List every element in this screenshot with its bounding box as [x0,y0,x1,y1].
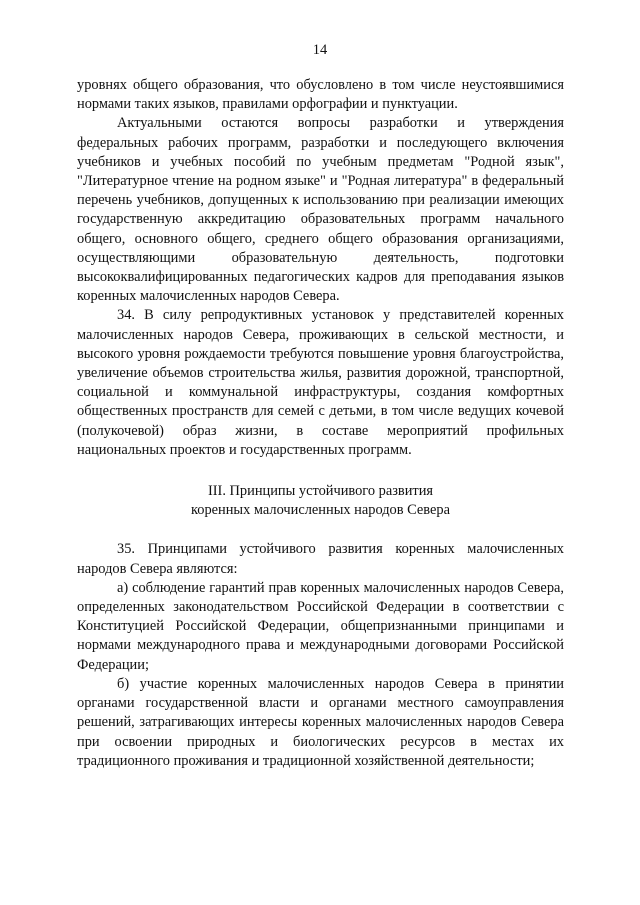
section-heading-line-2: коренных малочисленных народов Севера [190,502,450,519]
paragraph-subitem-a: а) соблюдение гарантий прав коренных малочисленных народов Севера, определенных законодательством Российской Федерации в соответствии с Конституцией Российской Федерации, общепризнанными принципами и нормами международного права и международными договорами Российской Федерации; [77,579,564,673]
section-heading-line-1: III. Принципы устойчивого развития [207,483,434,500]
document-body [77,76,564,771]
paragraph-item-34: 34. В силу репродуктивных установок у представителей коренных малочисленных народов Севера, проживающих в сельской местности, и высокого уровня рождаемости требуются повышение уровня благоустройства, увеличение объемов строительства жилья, развития дорожной, транспортной, социальной и коммунальной инфраструктуры, создания комфортных общественных пространств для семей с детьми, в том числе ведущих кочевой (полукочевой) образ жизни, в составе мероприятий профильных национальных проектов и государственных программ. [77,307,564,458]
page-number: 14 [312,42,328,58]
section-heading [77,482,564,520]
paragraph-continuation: уровнях общего образования, что обусловлено в том числе неустоявшимися нормами таких языков, правилами орфографии и пунктуации. [77,77,564,113]
paragraph-federal-programs: Актуальными остаются вопросы разработки и утверждения федеральных рабочих программ, разработки и последующего включения учебников и учебных пособий по учебным предметам "Родной язык", "Литературное чтение на родном языке" и "Родная литература" в федеральный перечень учебников, допущенных к использованию при реализации имеющих государственную аккредитацию образовательных программ начального общего, основного общего, среднего общего образования организациями, осуществляющими образовательную деятельность, подготовки высококвалифицированных педагогических кадров для преподавания языков коренных малочисленных народов Севера. [77,115,564,305]
paragraph-subitem-b: б) участие коренных малочисленных народов Севера в принятии органами государственной власти и органами местного самоуправления решений, затрагивающих интересы коренных малочисленных народов Севера при освоении природных и биологических ресурсов в местах их традиционного проживания и традиционной хозяйственной деятельности; [77,675,564,769]
paragraph-item-35: 35. Принципами устойчивого развития коренных малочисленных народов Севера являются: [77,541,564,577]
